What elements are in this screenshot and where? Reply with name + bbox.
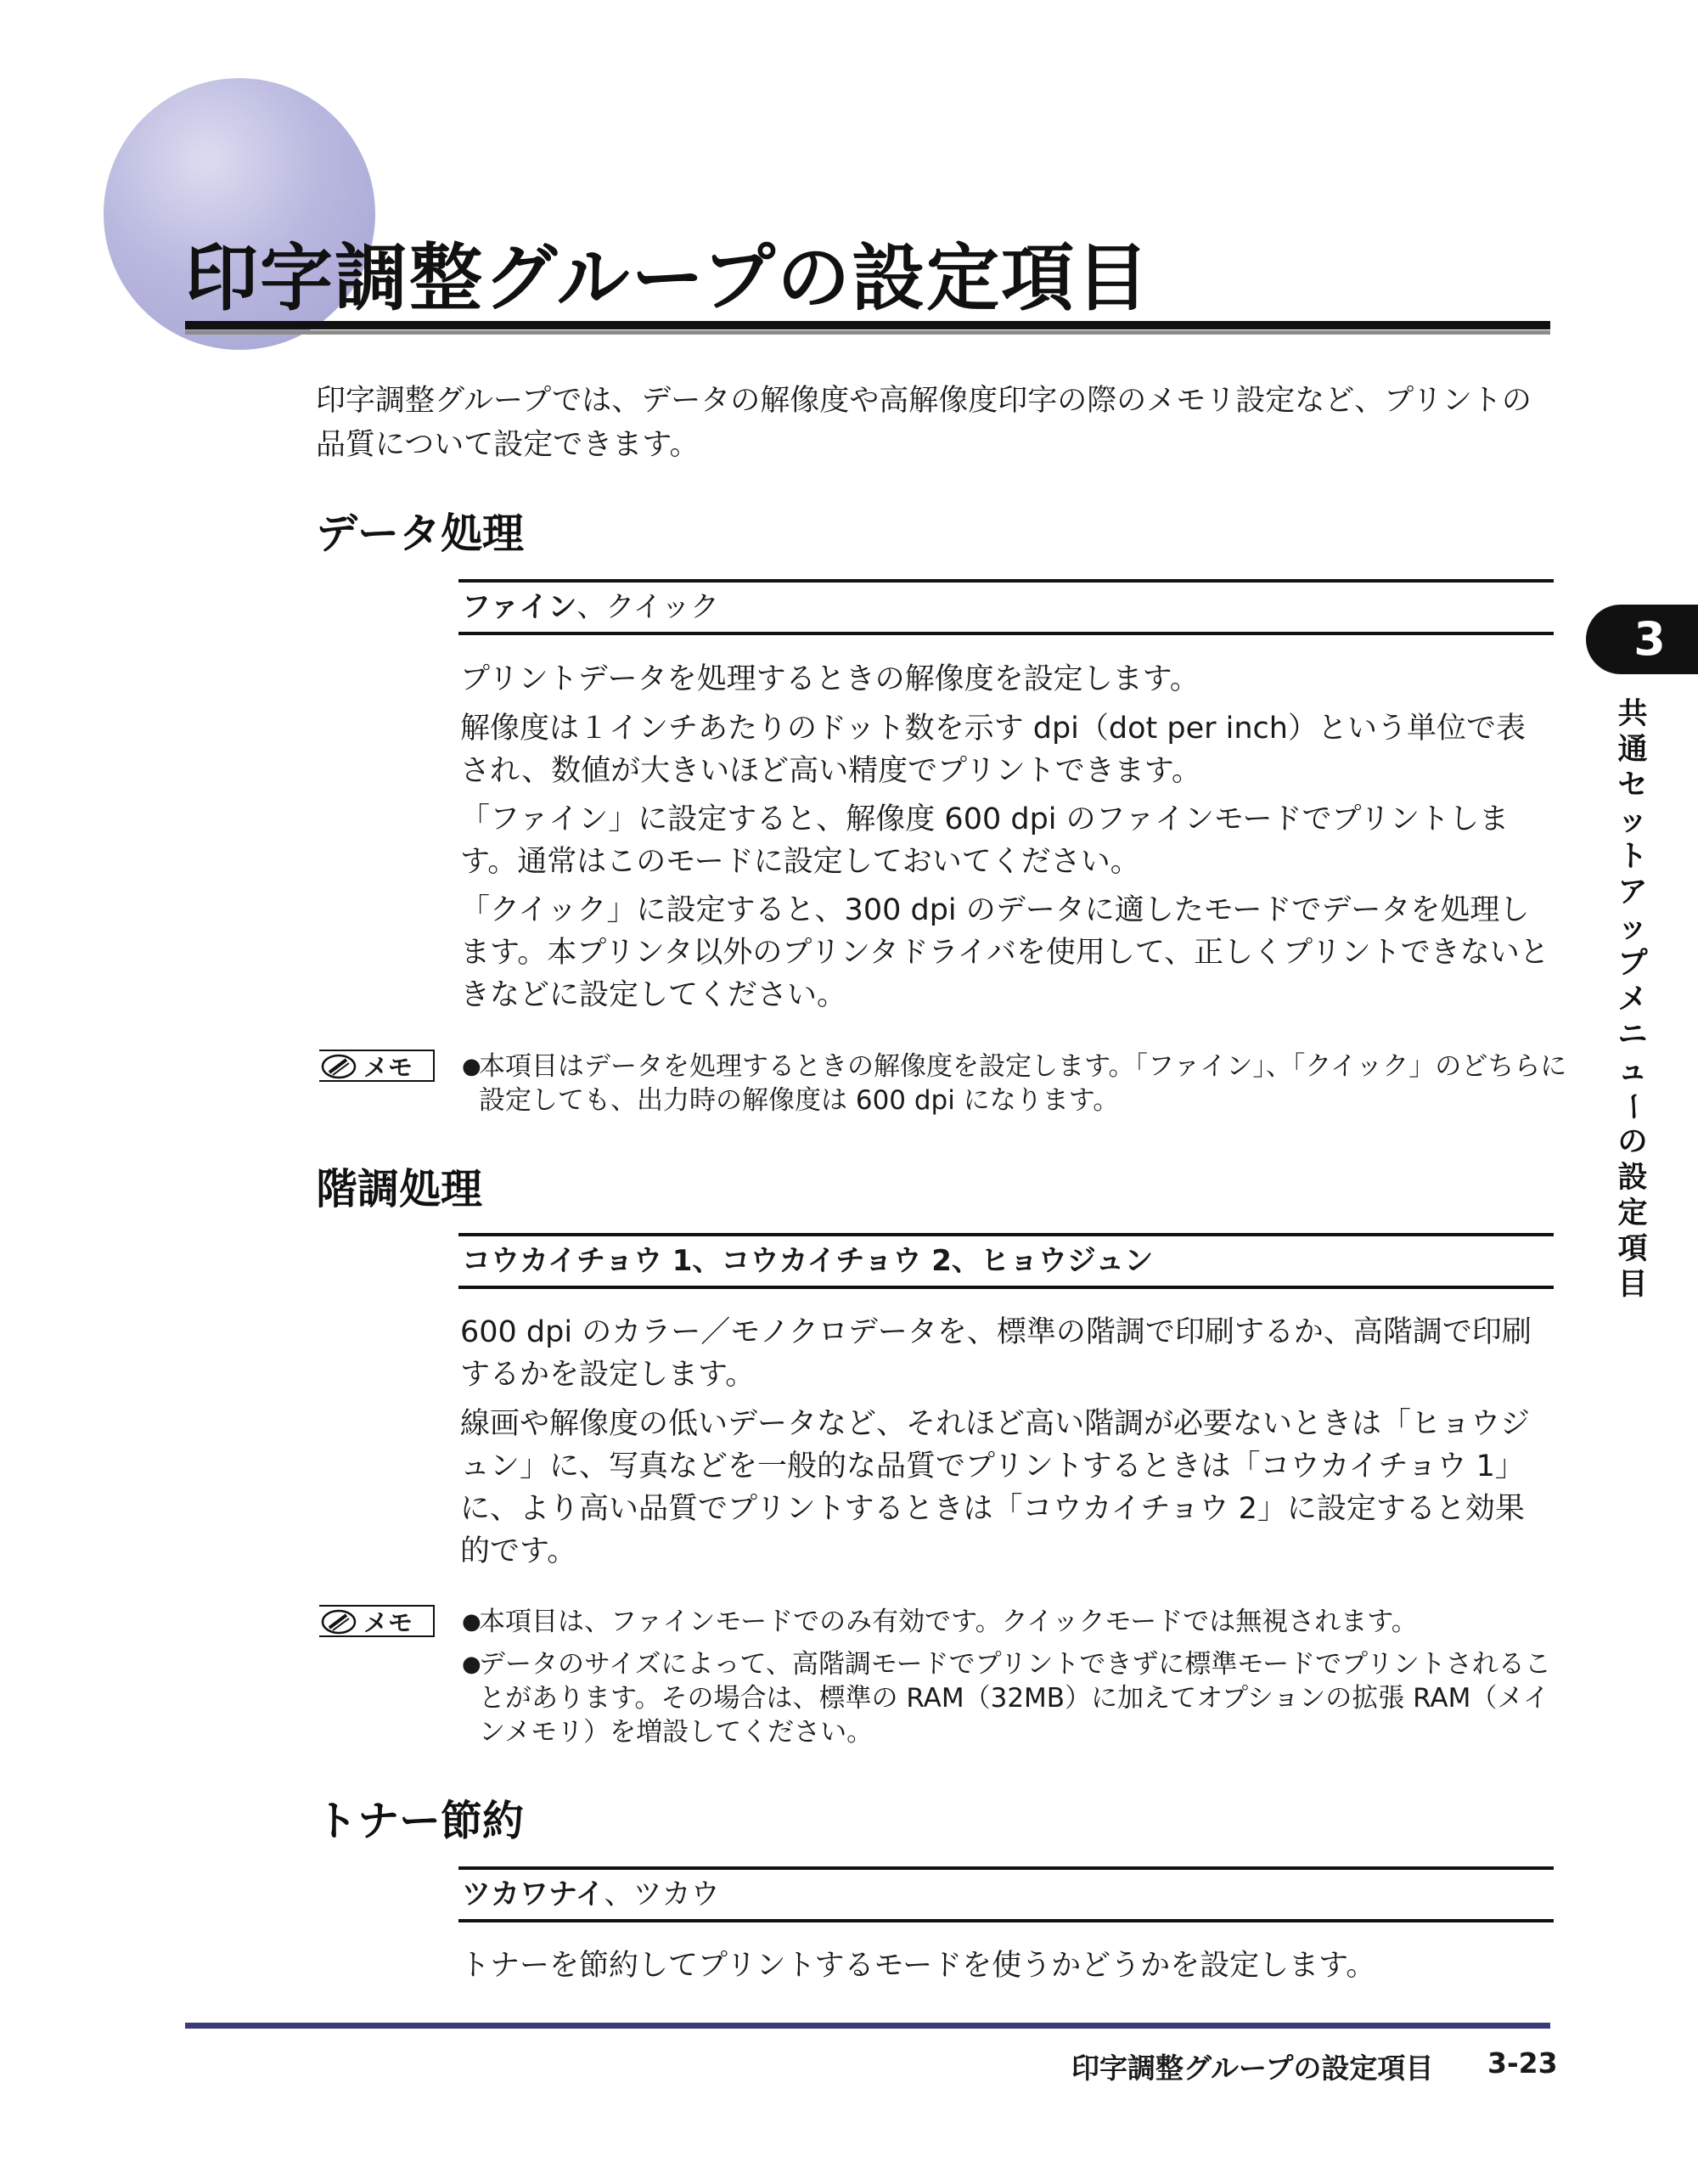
option-others: 、クイック: [576, 590, 719, 624]
memo-item: [462, 1605, 1567, 1639]
paragraph: プリントデータを処理するときの解像度を設定します。: [460, 662, 1200, 696]
option-others: 、ツカウ: [604, 1877, 720, 1911]
memo-item: [462, 1647, 1567, 1749]
paragraph: 線画や解像度の低いデータなど、それほど高い階調が必要ないときは「ヒョウジュン」に、写真などを一般的な品質でプリントするときは「コウカイチョウ 1」に、より高い品質でプリントするときは「コウカイチョウ 2」に設定すると効果的です。: [460, 1407, 1531, 1568]
paragraph: 「クイック」に設定すると、300 dpi のデータに適したモードでデータを処理します。本プリンタ以外のプリンタドライバを使用して、正しくプリントできないときなどに設定してください。: [460, 893, 1549, 1012]
footer-rule: [185, 2023, 1550, 2029]
memo-label: メモ: [363, 1608, 413, 1637]
page-title: 印字調整グループの設定項目: [185, 236, 1151, 321]
side-label-char: の: [1617, 1125, 1648, 1159]
paragraph: 600 dpi のカラー／モノクロデータを、標準の階調で印刷するか、高階調で印刷するかを設定します。: [460, 1315, 1532, 1392]
side-label-char: 項: [1617, 1232, 1648, 1266]
pencil-icon: [321, 1609, 357, 1642]
memo-label: メモ: [363, 1053, 413, 1082]
title-rule: [185, 321, 1550, 329]
memo-badge: [319, 1605, 435, 1637]
chapter-tab: [1586, 605, 1698, 674]
paragraph: 「ファイン」に設定すると、解像度 600 dpi のファインモードでプリントします。通常はこのモードに設定しておいてください。: [460, 802, 1510, 879]
side-label-char: ト: [1617, 840, 1648, 874]
options-bar-toner-save: [458, 1866, 1554, 1922]
options-bar-data-processing: [458, 579, 1554, 635]
side-label-char: 目: [1617, 1268, 1648, 1302]
memo-text: 本項目は、ファインモードでのみ有効です。クイックモードでは無視されます。: [479, 1607, 1418, 1637]
memo-text: データのサイズによって、高階調モードでプリントできずに標準モードでプリントされることがあります。その場合は、標準の RAM（32MB）に加えてオプションの拡張 RAM（メインメモリ）を増設してください。: [479, 1649, 1551, 1748]
side-label-char: ュ: [1617, 1054, 1648, 1088]
section-heading-data-processing: データ処理: [316, 509, 525, 558]
bullet-icon: ●: [462, 1609, 481, 1635]
page-number: 3-23: [1487, 2046, 1558, 2080]
title-rule-shadow: [185, 330, 1550, 335]
intro-text: 印字調整グループでは、データの解像度や高解像度印字の際のメモリ設定など、プリントの品質について設定できます。: [316, 384, 1532, 462]
paragraph: トナーを節約してプリントするモードを使うかどうかを設定します。: [460, 1949, 1376, 1983]
bullet-icon: ●: [462, 1054, 481, 1079]
option-default: ファイン: [462, 590, 577, 624]
side-label-char: プ: [1617, 947, 1648, 981]
side-label-char: ニ: [1617, 1018, 1648, 1052]
side-label-char: ー: [1616, 1091, 1650, 1122]
option-default: ツカワナイ: [462, 1877, 604, 1911]
section-heading-gradation: 階調処理: [316, 1165, 483, 1213]
chapter-number: 3: [1633, 612, 1666, 666]
bullet-icon: ●: [462, 1652, 481, 1677]
memo-text: 本項目はデータを処理するときの解像度を設定します。「ファイン」、「クイック」のどちらに設定しても、出力時の解像度は 600 dpi になります。: [479, 1051, 1567, 1116]
memo-item: [462, 1050, 1567, 1117]
option-values: コウカイチョウ 1、コウカイチョウ 2、ヒョウジュン: [462, 1244, 1154, 1278]
footer-title: 印字調整グループの設定項目: [1071, 2052, 1434, 2085]
paragraph: 解像度は１インチあたりのドット数を示す dpi（dot per inch）という単位で表され、数値が大きいほど高い精度でプリントできます。: [460, 712, 1526, 788]
side-label-char: 共: [1617, 697, 1648, 731]
side-label-char: 設: [1617, 1161, 1648, 1195]
side-label-char: メ: [1617, 982, 1648, 1016]
chapter-side-label: [1613, 696, 1652, 1303]
memo-badge: [319, 1050, 435, 1082]
section-heading-toner-save: トナー節約: [316, 1797, 525, 1845]
side-label-char: 通: [1617, 733, 1648, 767]
pencil-icon: [321, 1054, 357, 1087]
side-label-char: ッ: [1617, 804, 1648, 838]
side-label-char: セ: [1617, 768, 1648, 802]
side-label-char: ッ: [1617, 911, 1648, 945]
side-label-char: ア: [1617, 875, 1648, 909]
side-label-char: 定: [1617, 1196, 1648, 1230]
options-bar-gradation: [458, 1233, 1554, 1289]
